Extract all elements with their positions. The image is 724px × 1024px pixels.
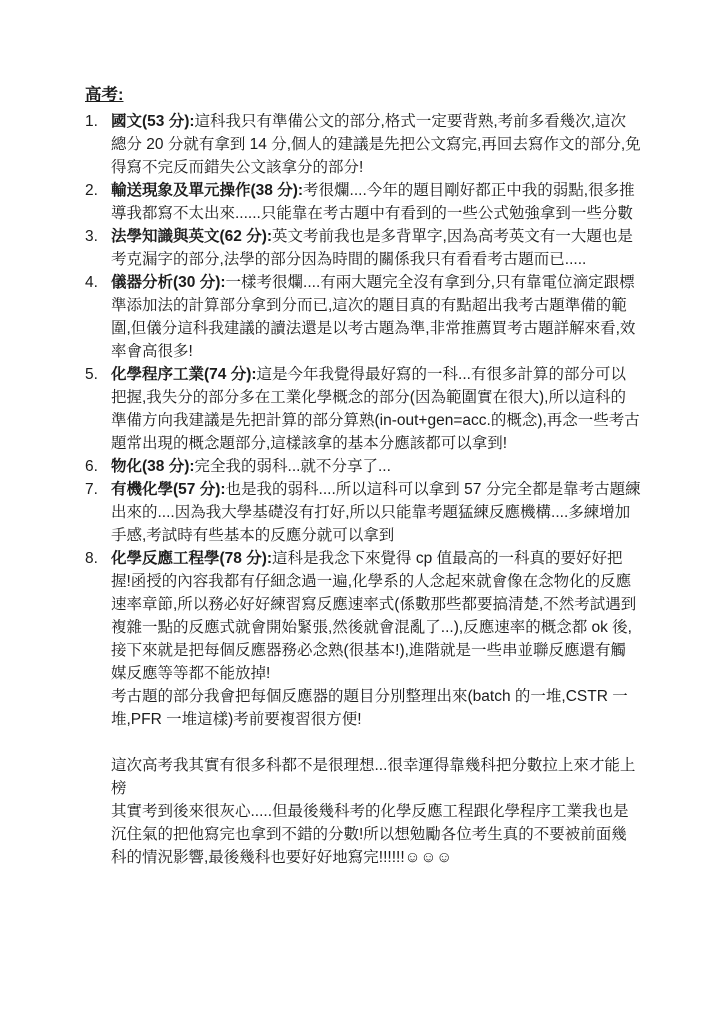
document-title: 高考: — [85, 86, 124, 104]
list-item-number: 6. — [85, 458, 98, 475]
subject-comment-extra: 考古題的部分我會把每個反應器的題目分別整理出來(batch 的一堆,CSTR 一堆,PFR 一堆這樣)考前要複習很方便! — [111, 688, 628, 728]
subject-comment: 這科是我念下來覺得 cp 值最高的一科真的要好好把握!函授的內容我都有仔細念過一遍,化學系的人念起來就會像在念物化的反應速率章節,所以務必好好練習寫反應速率式(係數那些都要搞清楚,不然考試遇到複雜一點的反應式就會開始緊張,然後就會混亂了...),反應速率的概念都 ok 後,接下來就是把每個反應器務必念熟(很基本!),進階就是一些串並聯反應還有觸媒反應等等都不能放掉! — [111, 550, 637, 682]
closing-paragraph: 這次高考我其實有很多科都不是很理想...很幸運得靠幾科把分數拉上來才能上榜 — [111, 757, 636, 797]
blank-line — [111, 731, 641, 754]
subject-heading: 化學程序工業(74 分): — [111, 366, 257, 383]
list-item-number: 7. — [85, 481, 98, 498]
list-item-transport — [85, 179, 641, 225]
list-item-physical-chemistry — [85, 455, 641, 478]
list-item-number: 5. — [85, 366, 98, 383]
list-item-number: 3. — [85, 228, 98, 245]
list-item-number: 1. — [85, 113, 98, 130]
list-item-content — [111, 225, 641, 271]
subject-comment: 考很爛....今年的題目剛好都正中我的弱點,很多推導我都寫不太出來......只能靠在考古題中有看到的一些公式勉強拿到一些分數 — [111, 182, 635, 222]
subject-heading: 法學知識與英文(62 分): — [111, 228, 273, 245]
subject-comment: 這是今年我覺得最好寫的一科...有很多計算的部分可以把握,我失分的部分多在工業化學概念的部分(因為範圍實在很大),所以這科的準備方向我建議是先把計算的部分算熟(in-out+gen=acc.的概念),再念一些考古題常出現的概念題部分,這樣該拿的基本分應該都可以拿到! — [111, 366, 640, 452]
subject-heading: 國文(53 分): — [111, 113, 195, 130]
subject-heading: 化學反應工程學(78 分): — [111, 550, 273, 567]
list-item-number: 4. — [85, 274, 98, 291]
subject-comment: 這科我只有準備公文的部分,格式一定要背熟,考前多看幾次,這次總分 20 分就有拿到 14 分,個人的建議是先把公文寫完,再回去寫作文的部分,免得寫不完反而錯失公文該拿分的部分! — [111, 113, 641, 176]
subject-heading: 物化(38 分): — [111, 458, 195, 475]
closing-remarks — [111, 731, 641, 869]
list-item-number: 2. — [85, 182, 98, 199]
subject-heading: 有機化學(57 分): — [111, 481, 226, 498]
list-item-organic-chemistry — [85, 478, 641, 547]
subject-comment: 完全我的弱科...就不分享了... — [194, 458, 391, 475]
list-item-content — [111, 363, 641, 455]
subject-heading: 輸送現象及單元操作(38 分): — [111, 182, 304, 199]
list-item-content — [111, 179, 641, 225]
list-item-content — [111, 547, 641, 731]
subject-heading: 儀器分析(30 分): — [111, 274, 226, 291]
list-item-instrumental-analysis — [85, 271, 641, 363]
subject-comment: 也是我的弱科....所以這科可以拿到 57 分完全都是靠考古題練出來的....因為我大學基礎沒有打好,所以只能靠考題猛練反應機構....多練增加手感,考試時有些基本的反應分就可以拿到 — [111, 481, 641, 544]
list-item-chemical-process-industry — [85, 363, 641, 455]
list-item-law-english — [85, 225, 641, 271]
list-item-reaction-engineering — [85, 547, 641, 731]
list-item-number: 8. — [85, 550, 98, 567]
subject-list — [85, 110, 641, 731]
closing-paragraph: 其實考到後來很灰心.....但最後幾科考的化學反應工程跟化學程序工業我也是沉住氣的把他寫完也拿到不錯的分數!所以想勉勵各位考生真的不要被前面幾科的情況影響,最後幾科也要好好地寫完!!!!!!☺☺☺ — [111, 803, 629, 866]
list-item-content — [111, 455, 641, 478]
list-item-guowen — [85, 110, 641, 179]
list-item-content — [111, 271, 641, 363]
subject-comment: 一樣考很爛....有兩大題完全沒有拿到分,只有靠電位滴定跟標準添加法的計算部分拿到分而已,這次的題目真的有點超出我考古題準備的範圍,但儀分這科我建議的讀法還是以考古題為準,非常推薦買考古題詳解來看,效率會高很多! — [111, 274, 636, 360]
list-item-content — [111, 478, 641, 547]
list-item-content — [111, 110, 641, 179]
subject-comment: 英文考前我也是多背單字,因為高考英文有一大題也是考克漏字的部分,法學的部分因為時間的關係我只有看看考古題而已..... — [111, 228, 633, 268]
